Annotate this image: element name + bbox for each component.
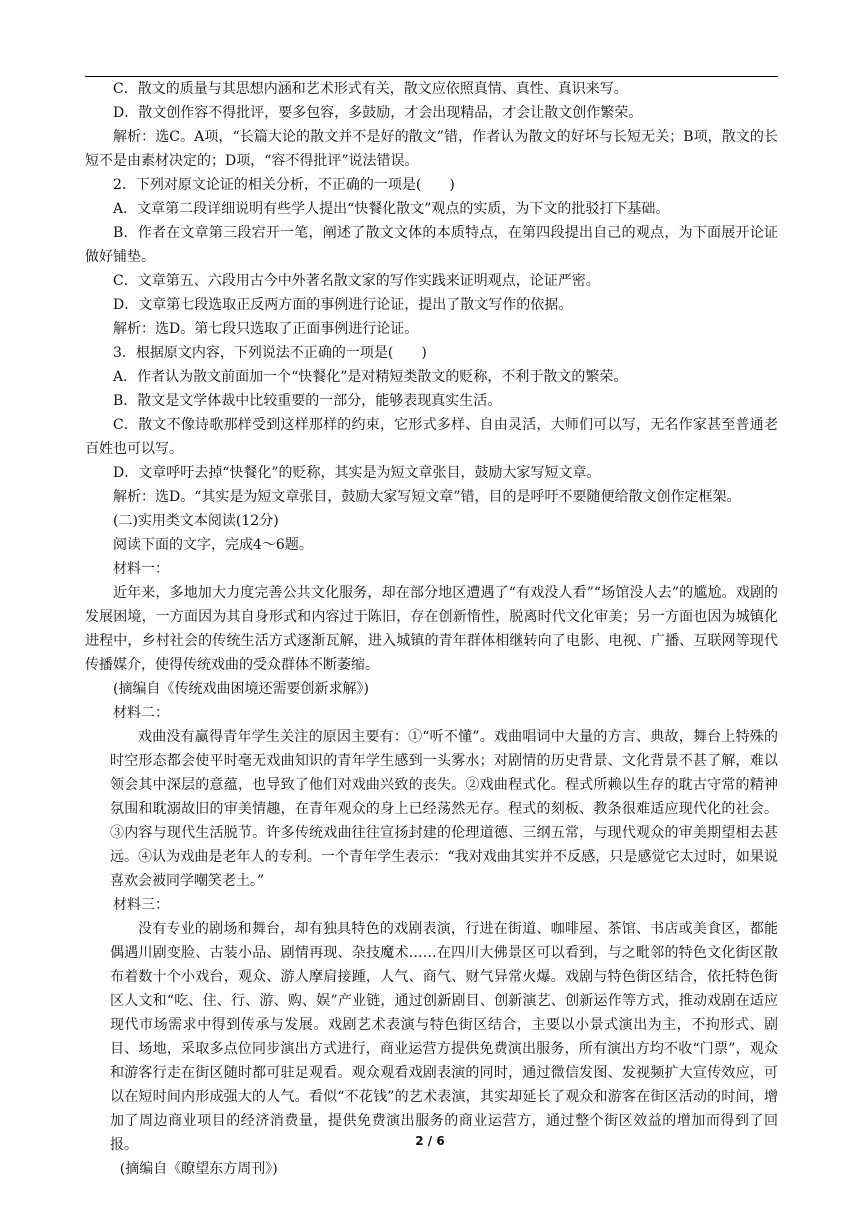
q2-option-b: B．作者在文章第三段宕开一笔，阐述了散文文体的本质特点，在第四段提出自己的观点，为下面展开论证做好铺垫。 [85,225,778,265]
q3-option-c: C．散文不像诗歌那样受到这样那样的约束，它形式多样、自由灵活，大师们可以写，无名作家甚至普通老百姓也可以写。 [85,417,778,457]
q2-analysis: 解析：选D。第七段只选取了正面事例进行论证。 [113,321,419,337]
q2-stem: 2．下列对原文论证的相关分析，不正确的一项是( ) [113,177,455,193]
q1-analysis: 解析：选C。A项，“长篇大论的散文并不是好的散文”错，作者认为散文的好坏与长短无关；B项，散文的长短不是由素材决定的；D项，“容不得批评”说法错误。 [85,129,778,169]
q2-option-c: C．文章第五、六段用古今中外著名散文家的写作实践来证明观点，论证严密。 [113,273,600,289]
section-heading: (二)实用类文本阅读(12分) [113,513,279,529]
material2-label: 材料二： [113,705,169,721]
material1-label: 材料一： [113,561,169,577]
material1-body: 近年来，多地加大力度完善公共文化服务，却在部分地区遭遇了“有戏没人看”“场馆没人去”的尴尬。戏剧的发展困境，一方面因为其自身形式和内容过于陈旧，存在创新惰性，脱离时代文化审美；另一方面也因为城镇化进程中，乡村社会的传统生活方式逐渐瓦解，进入城镇的青年群体相继转向了电影、电视、广播、互联网等现代传播媒介，使得传统戏曲的受众群体不断萎缩。 [85,585,778,673]
material3-source: (摘编自《瞭望东方周刊》) [119,1161,278,1177]
q1-option-c: C．散文的质量与其思想内涵和艺术形式有关，散文应依照真情、真性、真识来写。 [113,81,628,97]
material3-label: 材料三： [113,897,169,913]
page-number: 2 / 6 [415,1134,445,1148]
q3-analysis: 解析：选D。“其实是为短文章张目，鼓励大家写短文章”错，目的是呼吁不要随便给散文创作定框架。 [113,489,741,505]
q1-option-d: D．散文创作容不得批评，要多包容，多鼓励，才会出现精品，才会让散文创作繁荣。 [113,105,643,121]
q3-option-a: A．作者认为散文前面加一个“快餐化”是对精短类散文的贬称，不利于散文的繁荣。 [113,369,628,385]
q3-option-d: D．文章呼吁去掉“快餐化”的贬称，其实是为短文章张目，鼓励大家写短文章。 [113,465,601,481]
q2-option-d: D．文章第七段选取正反两方面的事例进行论证，提出了散文写作的依据。 [113,297,573,313]
material1-source: (摘编自《传统戏曲困境还需要创新求解》) [113,681,369,697]
material2-body: 戏曲没有赢得青年学生关注的原因主要有：①“听不懂”。戏曲唱词中大量的方言、典故，舞台上特殊的时空形态都会使平时毫无戏曲知识的青年学生感到一头雾水；对剧情的历史背景、文化背景不甚了解，难以领会其中深层的意蕴，也导致了他们对戏曲兴致的丧失。②戏曲程式化。程式所赖以生存的耽古守常的精神氛围和耽溺故旧的审美情趣，在青年观众的身上已经荡然无存。程式的刻板、教条很难适应现代化的社会。③内容与现代生活脱节。许多传统戏曲往往宣扬封建的伦理道德、三纲五常，与现代观众的审美期望相去甚远。④认为戏曲是老年人的专利。一个青年学生表示：“我对戏曲其实并不反感，只是感觉它太过时，如果说喜欢会被同学嘲笑老土。” [110,729,778,889]
page-content [85,77,778,1181]
q3-option-b: B．散文是文学体裁中比较重要的一部分，能够表现真实生活。 [113,393,502,409]
material3-body: 没有专业的剧场和舞台，却有独具特色的戏剧表演，行进在街道、咖啡屋、茶馆、书店或美食区，都能偶遇川剧变脸、古装小品、剧情再现、杂技魔术……在四川大佛景区可以看到，与之毗邻的特色文化街区散布着数十个小戏台，观众、游人摩肩接踵，人气、商气、财气异常火爆。戏剧与特色街区结合，依托特色街区人文和“吃、住、行、游、购、娱”产业链，通过创新剧目、创新演艺、创新运作等方式，推动戏剧在适应现代市场需求中得到传承与发展。戏剧艺术表演与特色街区结合，主要以小景式演出为主，不拘形式、剧目、场地，采取多点位同步演出方式进行，商业运营方提供免费演出服务，所有演出方均不收“门票”，观众和游客行走在街区随时都可驻足观看。观众观看戏剧表演的同时，通过微信发图、发视频扩大宣传效应，可以在短时间内形成强大的人气。看似“不花钱”的艺术表演，其实却延长了观众和游客在街区活动的时间，增加了周边商业项目的经济消费量，提供免费演出服务的商业运营方，通过整个街区效益的增加而得到了回报。 [110,921,778,1153]
section-instruction: 阅读下面的文字，完成4～6题。 [113,537,313,553]
q2-option-a: A．文章第二段详细说明有些学人提出“快餐化散文”观点的实质，为下文的批驳打下基础。 [113,201,670,217]
q3-stem: 3．根据原文内容，下列说法不正确的一项是( ) [113,345,427,361]
